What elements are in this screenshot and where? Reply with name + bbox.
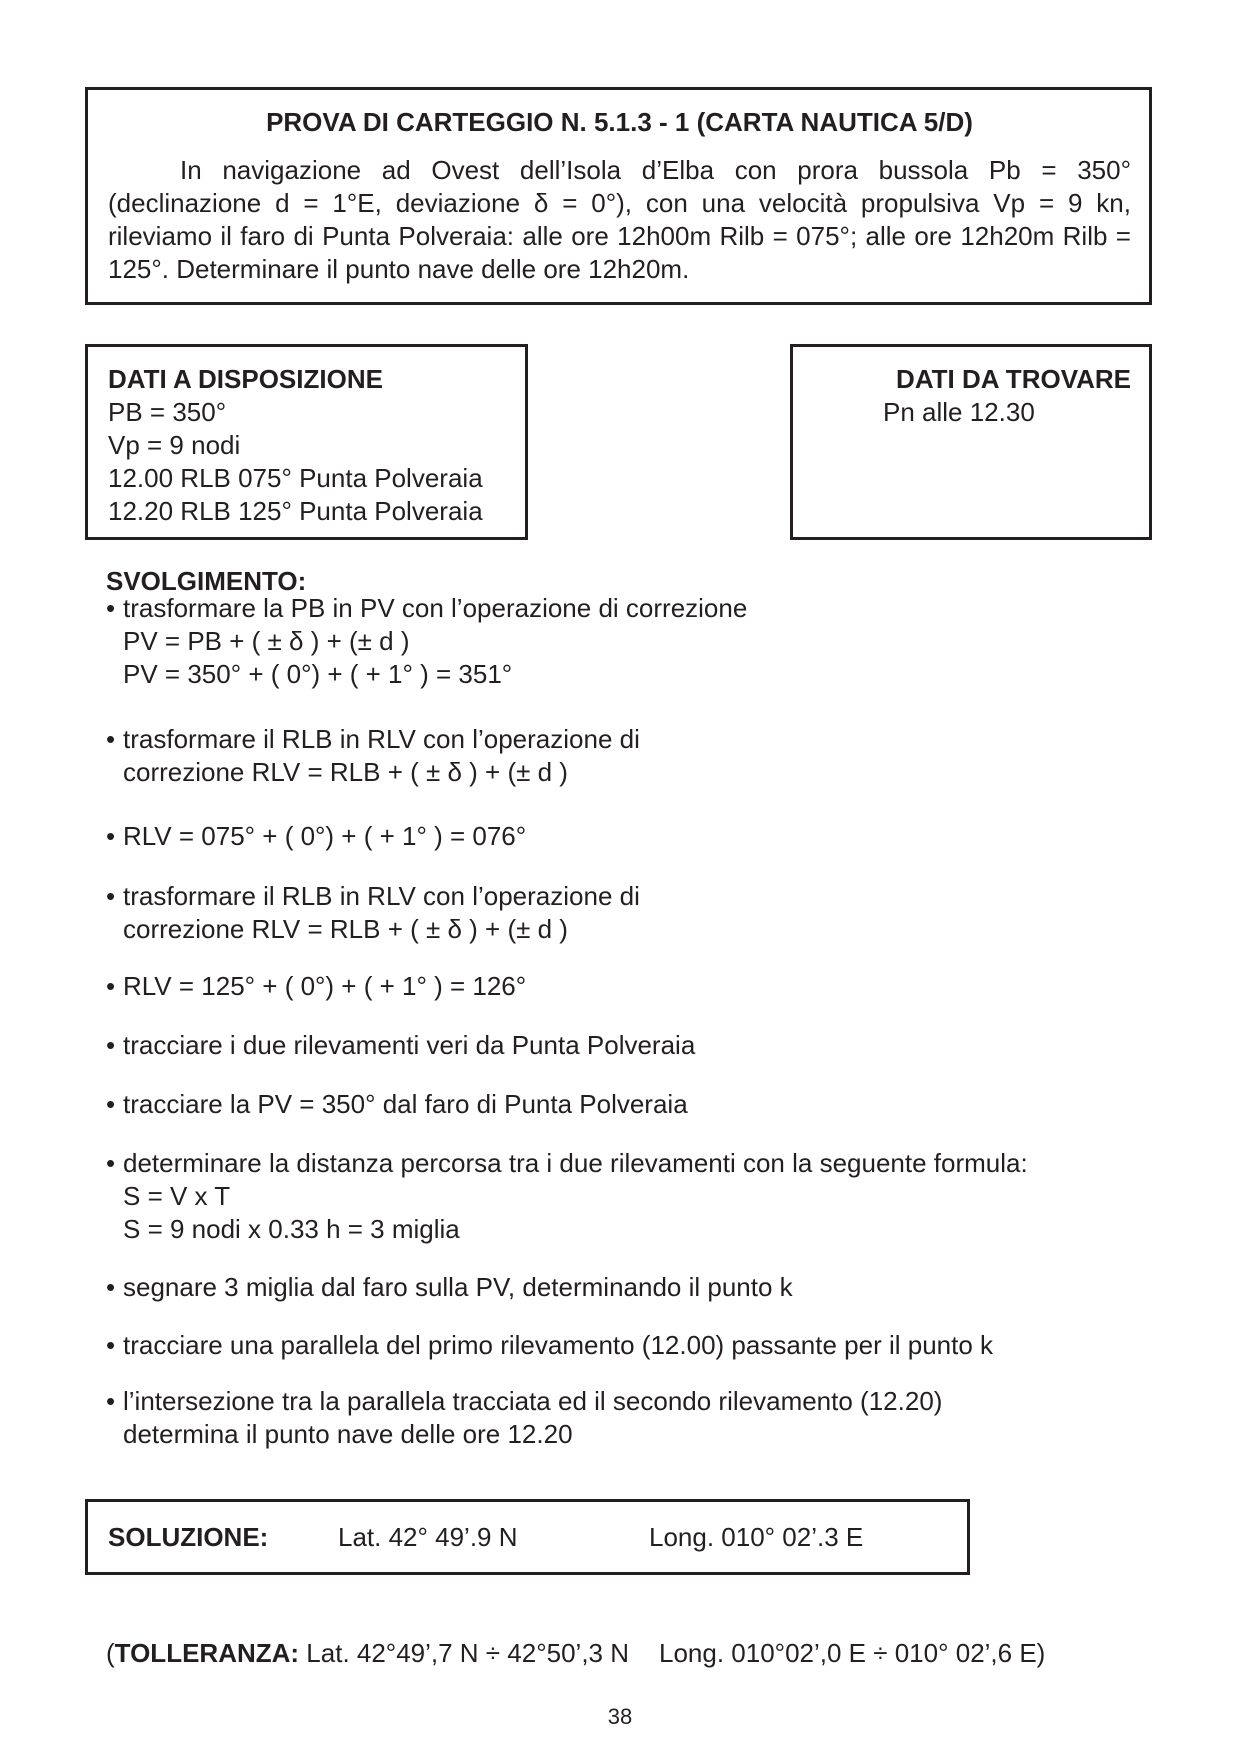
solution-label: SOLUZIONE: xyxy=(108,1522,269,1552)
tolerance-longitude: Long. 010°02’,0 E ÷ 010° 02’,6 E) xyxy=(659,1638,1046,1668)
step-formula: correzione RLV = RLB + ( ± δ ) + (± d ) xyxy=(123,757,568,787)
tolerance-label: TOLLERANZA: xyxy=(114,1638,300,1668)
procedure-step xyxy=(106,970,526,1003)
step-formula: S = 9 nodi x 0.33 h = 3 miglia xyxy=(123,1214,460,1244)
solution-latitude: Lat. 42° 49’.9 N xyxy=(338,1522,518,1552)
page-number: 38 xyxy=(607,1704,633,1729)
step-text: • tracciare i due rilevamenti veri da Punta Polveraia xyxy=(106,1029,695,1062)
procedure-step xyxy=(106,592,747,691)
step-formula: determina il punto nave delle ore 12.20 xyxy=(123,1419,573,1449)
problem-title: PROVA DI CARTEGGIO N. 5.1.3 - 1 (CARTA NAUTICA 5/D) xyxy=(266,107,973,137)
step-formula: correzione RLV = RLB + ( ± δ ) + (± d ) xyxy=(123,914,568,944)
tolerance-latitude: Lat. 42°49’,7 N ÷ 42°50’,3 N xyxy=(306,1638,629,1668)
problem-text: In navigazione ad Ovest dell’Isola d’Elba con prora bussola Pb = 350° (declinazione d = 1°E, deviazione δ = 0°), con una velocità propulsiva Vp = 9 kn, rileviamo il faro di Punta Polveraia: alle ore 12h00m Rilb = 075°; alle ore 12h20m Rilb = 125°. Determinare il punto nave delle ore 12h20m. xyxy=(108,155,1131,284)
tolerance-line xyxy=(106,1637,1045,1670)
given-item: PB = 350° xyxy=(108,397,227,427)
find-data-heading: DATI DA TROVARE xyxy=(896,364,1131,394)
step-text: • l’intersezione tra la parallela tracciata ed il secondo rilevamento (12.20) xyxy=(106,1385,942,1418)
procedure-title: SVOLGIMENTO: xyxy=(106,566,307,596)
step-formula: PV = PB + ( ± δ ) + (± d ) xyxy=(123,626,410,656)
solution-box xyxy=(85,1499,970,1575)
find-data-box xyxy=(790,344,1152,540)
problem-box xyxy=(85,87,1152,305)
find-item: Pn alle 12.30 xyxy=(883,397,1035,427)
solution-longitude: Long. 010° 02’.3 E xyxy=(649,1522,864,1552)
procedure-step xyxy=(106,1029,695,1062)
step-formula: PV = 350° + ( 0°) + ( + 1° ) = 351° xyxy=(123,659,513,689)
given-data-heading: DATI A DISPOSIZIONE xyxy=(108,364,383,394)
procedure-step xyxy=(106,1385,942,1451)
procedure-step xyxy=(106,820,526,853)
step-text: • RLV = 125° + ( 0°) + ( + 1° ) = 126° xyxy=(106,970,526,1003)
step-text: • RLV = 075° + ( 0°) + ( + 1° ) = 076° xyxy=(106,820,526,853)
given-item: 12.00 RLB 075° Punta Polveraia xyxy=(108,463,483,493)
step-text: • trasformare il RLB in RLV con l’operazione di xyxy=(106,880,640,913)
step-text: • tracciare la PV = 350° dal faro di Punta Polveraia xyxy=(106,1088,688,1121)
tolerance-open-paren: ( xyxy=(106,1638,115,1668)
procedure-step xyxy=(106,1329,993,1362)
procedure-step xyxy=(106,1088,688,1121)
step-text: • trasformare il RLB in RLV con l’operazione di xyxy=(106,723,640,756)
step-text: • determinare la distanza percorsa tra i due rilevamenti con la seguente formula: xyxy=(106,1147,1028,1180)
given-item: 12.20 RLB 125° Punta Polveraia xyxy=(108,496,483,526)
step-formula: S = V x T xyxy=(123,1181,231,1211)
given-data-box xyxy=(85,344,528,540)
step-text: • segnare 3 miglia dal faro sulla PV, determinando il punto k xyxy=(106,1271,793,1304)
procedure-step xyxy=(106,880,640,946)
given-item: Vp = 9 nodi xyxy=(108,430,241,460)
procedure-step xyxy=(106,1271,793,1304)
procedure-step xyxy=(106,723,640,789)
procedure-step xyxy=(106,1147,1028,1246)
step-text: • tracciare una parallela del primo rilevamento (12.00) passante per il punto k xyxy=(106,1329,993,1362)
step-text: • trasformare la PB in PV con l’operazione di correzione xyxy=(106,592,747,625)
